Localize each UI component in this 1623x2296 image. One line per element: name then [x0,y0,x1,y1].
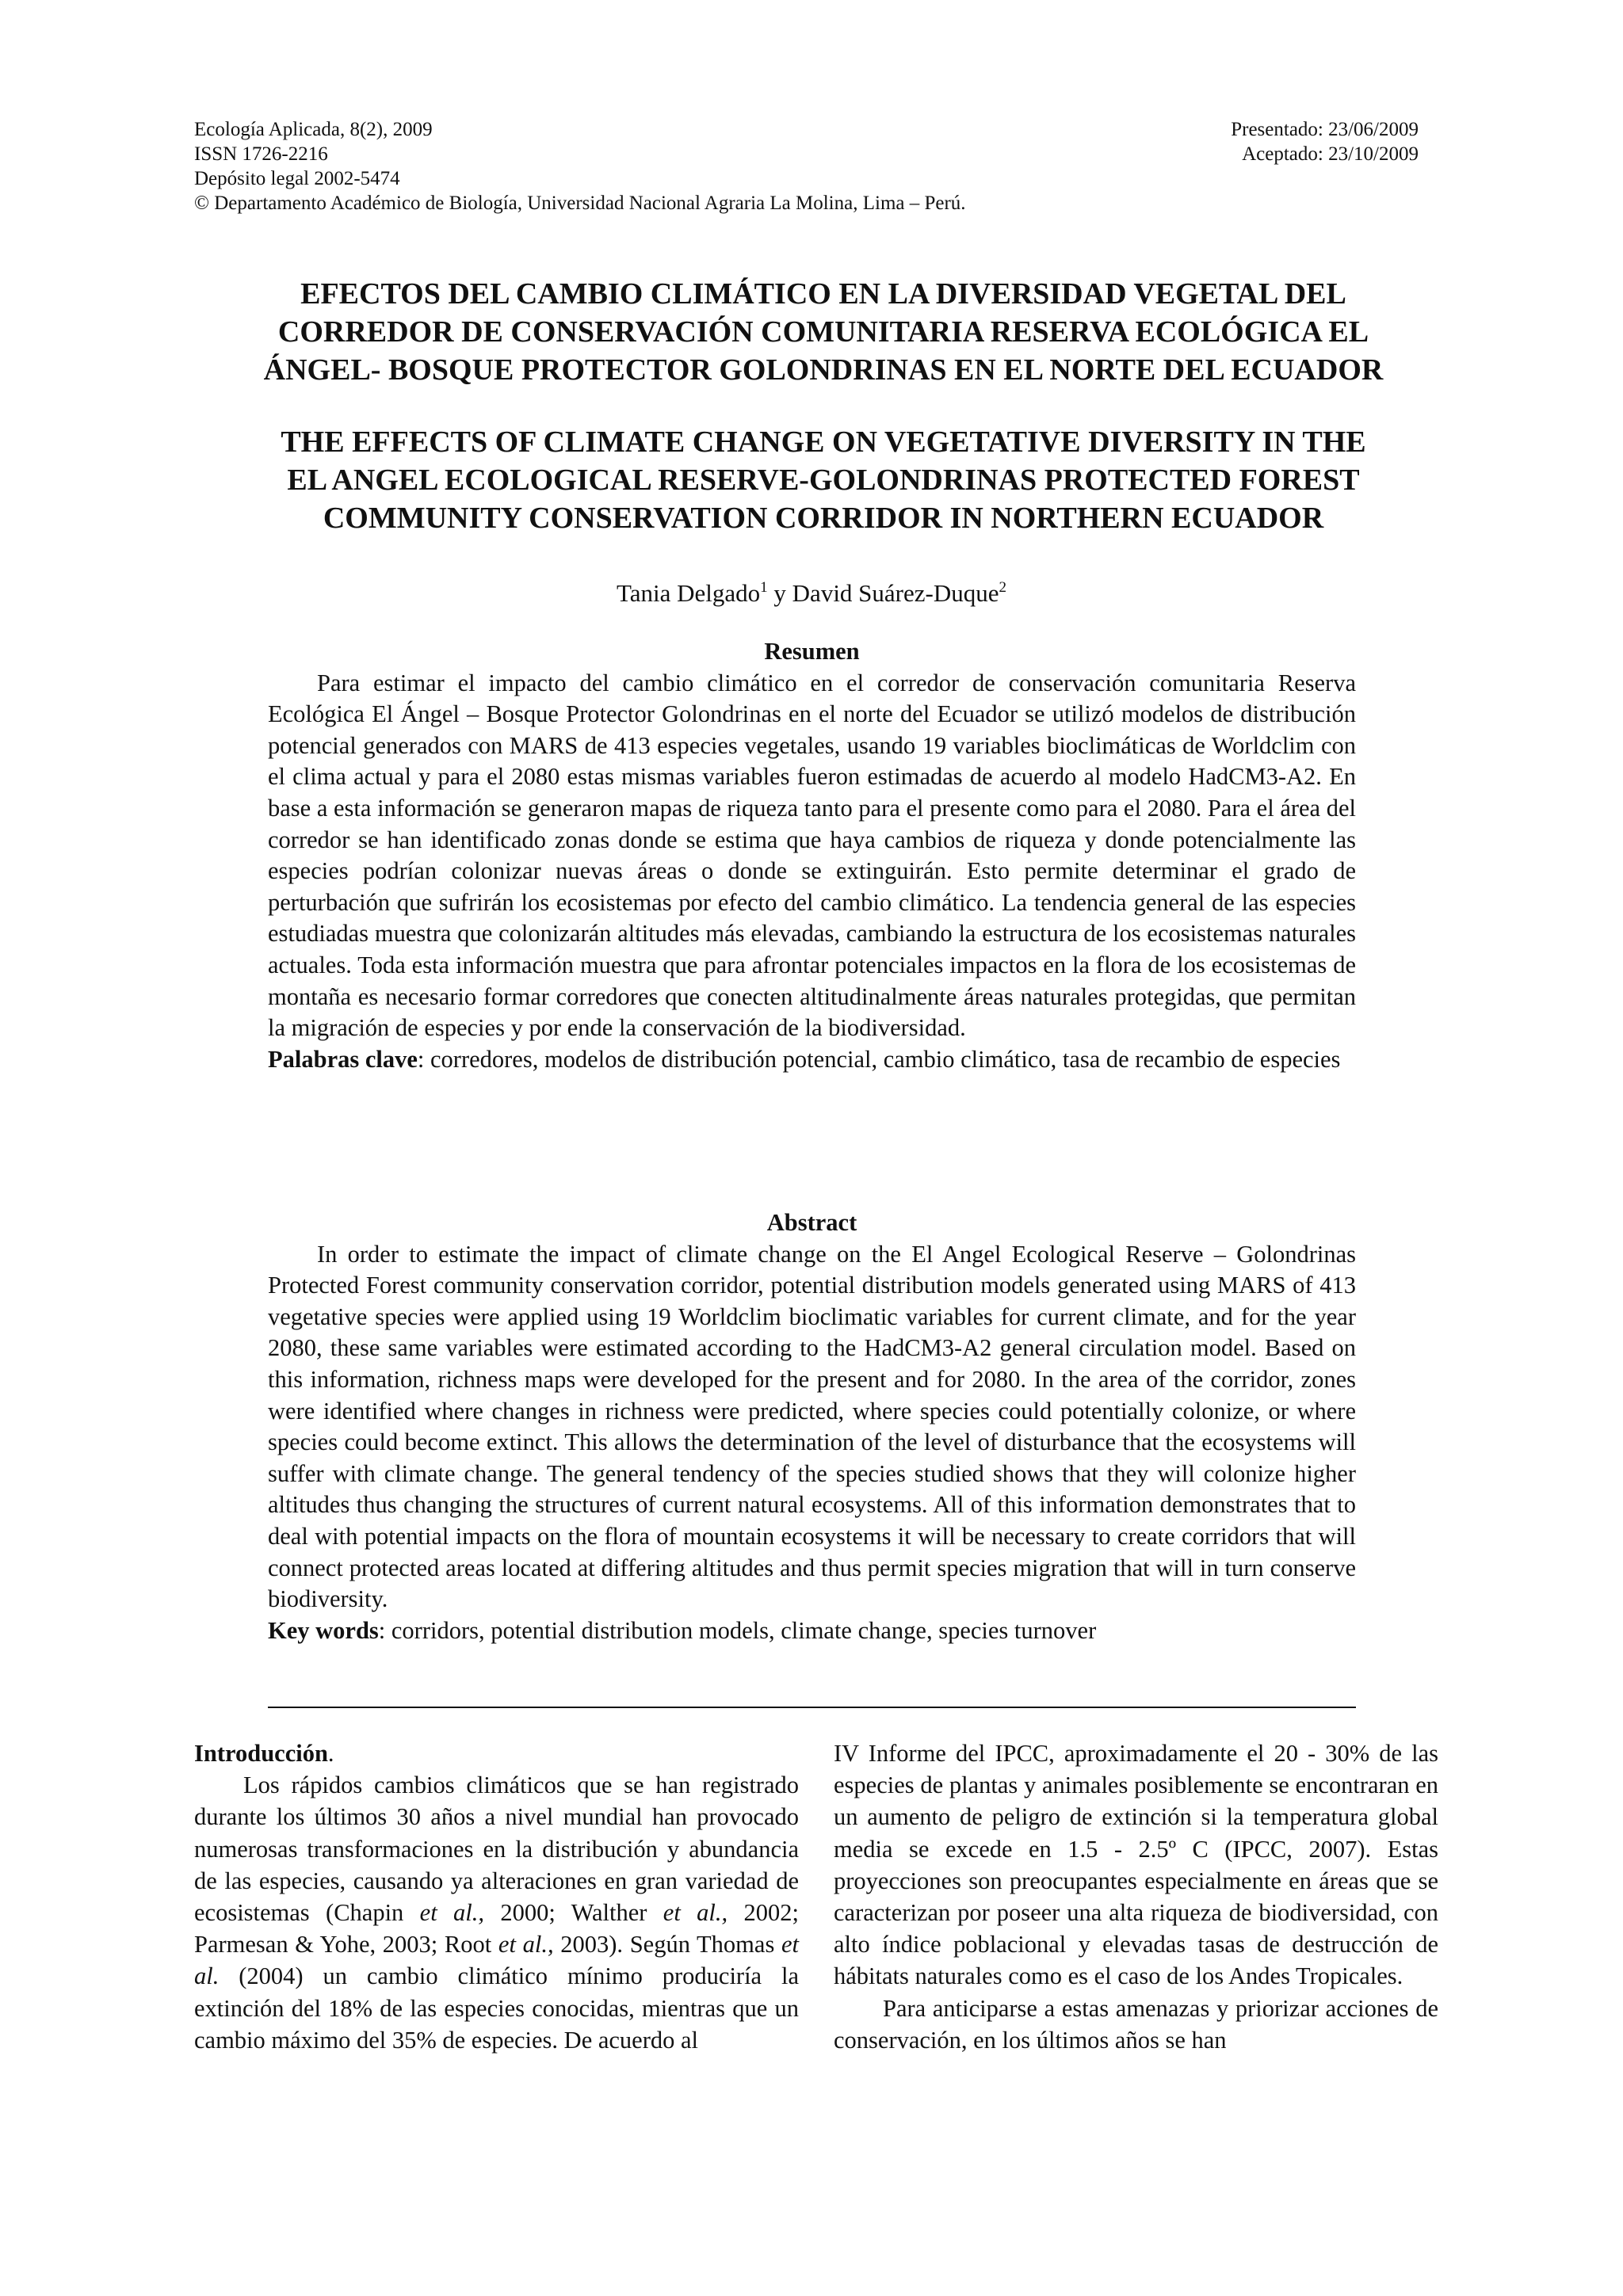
abstract-heading: Abstract [766,1209,857,1236]
accepted-date: Aceptado: 23/10/2009 [1242,143,1419,165]
intro-column-left [194,1737,799,2056]
title-english-line: THE EFFECTS OF CLIMATE CHANGE ON VEGETATIVE DIVERSITY IN THE [281,425,1366,459]
journal-header-right [1231,117,1419,166]
issn: ISSN 1726-2216 [194,143,328,165]
title-english-line: EL ANGEL ECOLOGICAL RESERVE-GOLONDRINAS PROTECTED FOREST [287,463,1360,497]
intro-column-right [834,1737,1438,2056]
author-name: Tania Delgado [617,579,761,607]
paragraph-text: Los rápidos cambios climáticos que se han registrado durante los últimos 30 años a nivel mundial han provocado numerosas transformaciones en la distribución y abundancia de las especies, causando ya alteraciones en gran variedad de ecosistemas (Chapin [194,1772,799,1927]
intro-heading-period: . [327,1740,334,1767]
copyright-line: © Departamento Académico de Biología, Universidad Nacional Agraria La Molina, Lima – Perú. [194,193,966,214]
keywords-text: : corredores, modelos de distribución potencial, cambio climático, tasa de recambio de especies [417,1045,1341,1073]
keywords-text: : corridors, potential distribution models, climate change, species turnover [378,1616,1097,1644]
intro-heading: Introducción [194,1740,328,1767]
title-spanish [182,275,1465,389]
paragraph-text: 2003). Según Thomas [553,1931,781,1958]
title-spanish-line: EFECTOS DEL CAMBIO CLIMÁTICO EN LA DIVERSIDAD VEGETAL DEL [300,277,1346,311]
journal-header-left [194,117,966,215]
paragraph-text: (2004) un cambio climático mínimo produciría la extinción del 18% de las especies conocidas, mientras que un cambio máximo del 35% de especies. De acuerdo al [194,1962,799,2054]
intro-paragraph-continued: IV Informe del IPCC, aproximadamente el 20 - 30% de las especies de plantas y animales posiblemente se encontraran en un aumento de peligro de extinción si la temperatura global media se excede en 1.5 - 2.5º C (IPCC, 2007). Estas proyecciones son preocupantes especialmente en áreas que se caracterizan por poseer una alta riqueza de biodiversidad, con alto índice poblacional y elevadas tasas de destrucción de hábitats naturales como es el caso de los Andes Tropicales. [834,1740,1438,1990]
title-spanish-line: CORREDOR DE CONSERVACIÓN COMUNITARIA RESERVA ECOLÓGICA EL [277,315,1369,349]
submitted-date: Presentado: 23/06/2009 [1231,119,1419,140]
paragraph-text: 2000; Walther [484,1899,663,1927]
journal-citation: Ecología Aplicada, 8(2), 2009 [194,119,433,140]
author-name: David Suárez-Duque [792,579,999,607]
abstract-keywords [268,1615,1356,1647]
author-connector: y [767,579,792,607]
abstract-section [268,1207,1356,1646]
italic-etal: et al., [663,1899,728,1927]
resumen-section [268,636,1356,1075]
author-line [0,572,1623,609]
resumen-keywords [268,1044,1356,1076]
abstract-body: In order to estimate the impact of climate change on the El Angel Ecological Reserve – Golondrinas Protected Forest community conservation corridor, potential distribution models generated using MARS of 413 vegetative species were applied using 19 Worldclim bioclimatic variables for current climate, and for the year 2080, these same variables were estimated according to the HadCM3-A2 general circulation model. Based on this information, richness maps were developed for the present and for 2080. In the area of the corridor, zones were identified where changes in richness were predicted, where species could potentially colonize, or where species could become extinct. This allows the determination of the level of disturbance that the ecosystems will suffer with climate change. The general tendency of the species studied shows that they will colonize higher altitudes thus changing the structures of current natural ecosystems. All of this information demonstrates that to deal with potential impacts on the flora of mountain ecosystems it will be necessary to create corridors that will connect protected areas located at differing altitudes and thus permit species migration that will in turn conserve biodiversity. [268,1240,1356,1613]
title-spanish-line: ÁNGEL- BOSQUE PROTECTOR GOLONDRINAS EN EL NORTE DEL ECUADOR [263,353,1384,387]
resumen-heading: Resumen [764,638,860,665]
resumen-body: Para estimar el impacto del cambio climático en el corredor de conservación comunitaria Reserva Ecológica El Ángel – Bosque Protector Golondrinas en el norte del Ecuador se utilizó modelos de distribución potencial generados con MARS de 413 especies vegetales, usando 19 variables bioclimáticas de Worldclim con el clima actual y para el 2080 estas mismas variables fueron estimadas de acuerdo al modelo HadCM3-A2. En base a esta información se generaron mapas de riqueza tanto para el presente como para el 2080. Para el área del corredor se han identificado zonas donde se estima que haya cambios de riqueza y donde potencialmente las especies podrían colonizar nuevas áreas o donde se extinguirán. Esto permite determinar el grado de perturbación que sufrirán los ecosistemas por efecto del cambio climático. La tendencia general de las especies estudiadas muestra que colonizarán altitudes más elevadas, cambiando la estructura de los ecosistemas naturales actuales. Toda esta información muestra que para afrontar potenciales impactos en la flora de los ecosistemas de montaña es necesario formar corredores que conecten altitudinalmente áreas naturales protegidas, que permitan la migración de especies y por ende la conservación de la biodiversidad. [268,669,1356,1042]
paragraph-text: 2002; Parmesan & Yohe, 2003; Root [194,1899,799,1958]
italic-etal: et al. [194,1931,799,1990]
intro-paragraph [194,1769,799,2056]
section-divider [268,1707,1356,1708]
keywords-label: Palabras clave [268,1045,418,1073]
intro-heading-line [194,1737,799,1769]
intro-paragraph: Para anticiparse a estas amenazas y priorizar acciones de conservación, en los últimos años se han [834,1994,1438,2054]
legal-deposit: Depósito legal 2002-5474 [194,168,400,189]
italic-etal: et al., [419,1899,484,1927]
affiliation-marker: 1 [760,579,768,596]
title-english [182,423,1465,537]
keywords-label: Key words [268,1616,379,1644]
italic-etal: et al., [498,1931,554,1958]
title-english-line: COMMUNITY CONSERVATION CORRIDOR IN NORTHERN ECUADOR [323,502,1324,535]
affiliation-marker: 2 [999,579,1006,596]
